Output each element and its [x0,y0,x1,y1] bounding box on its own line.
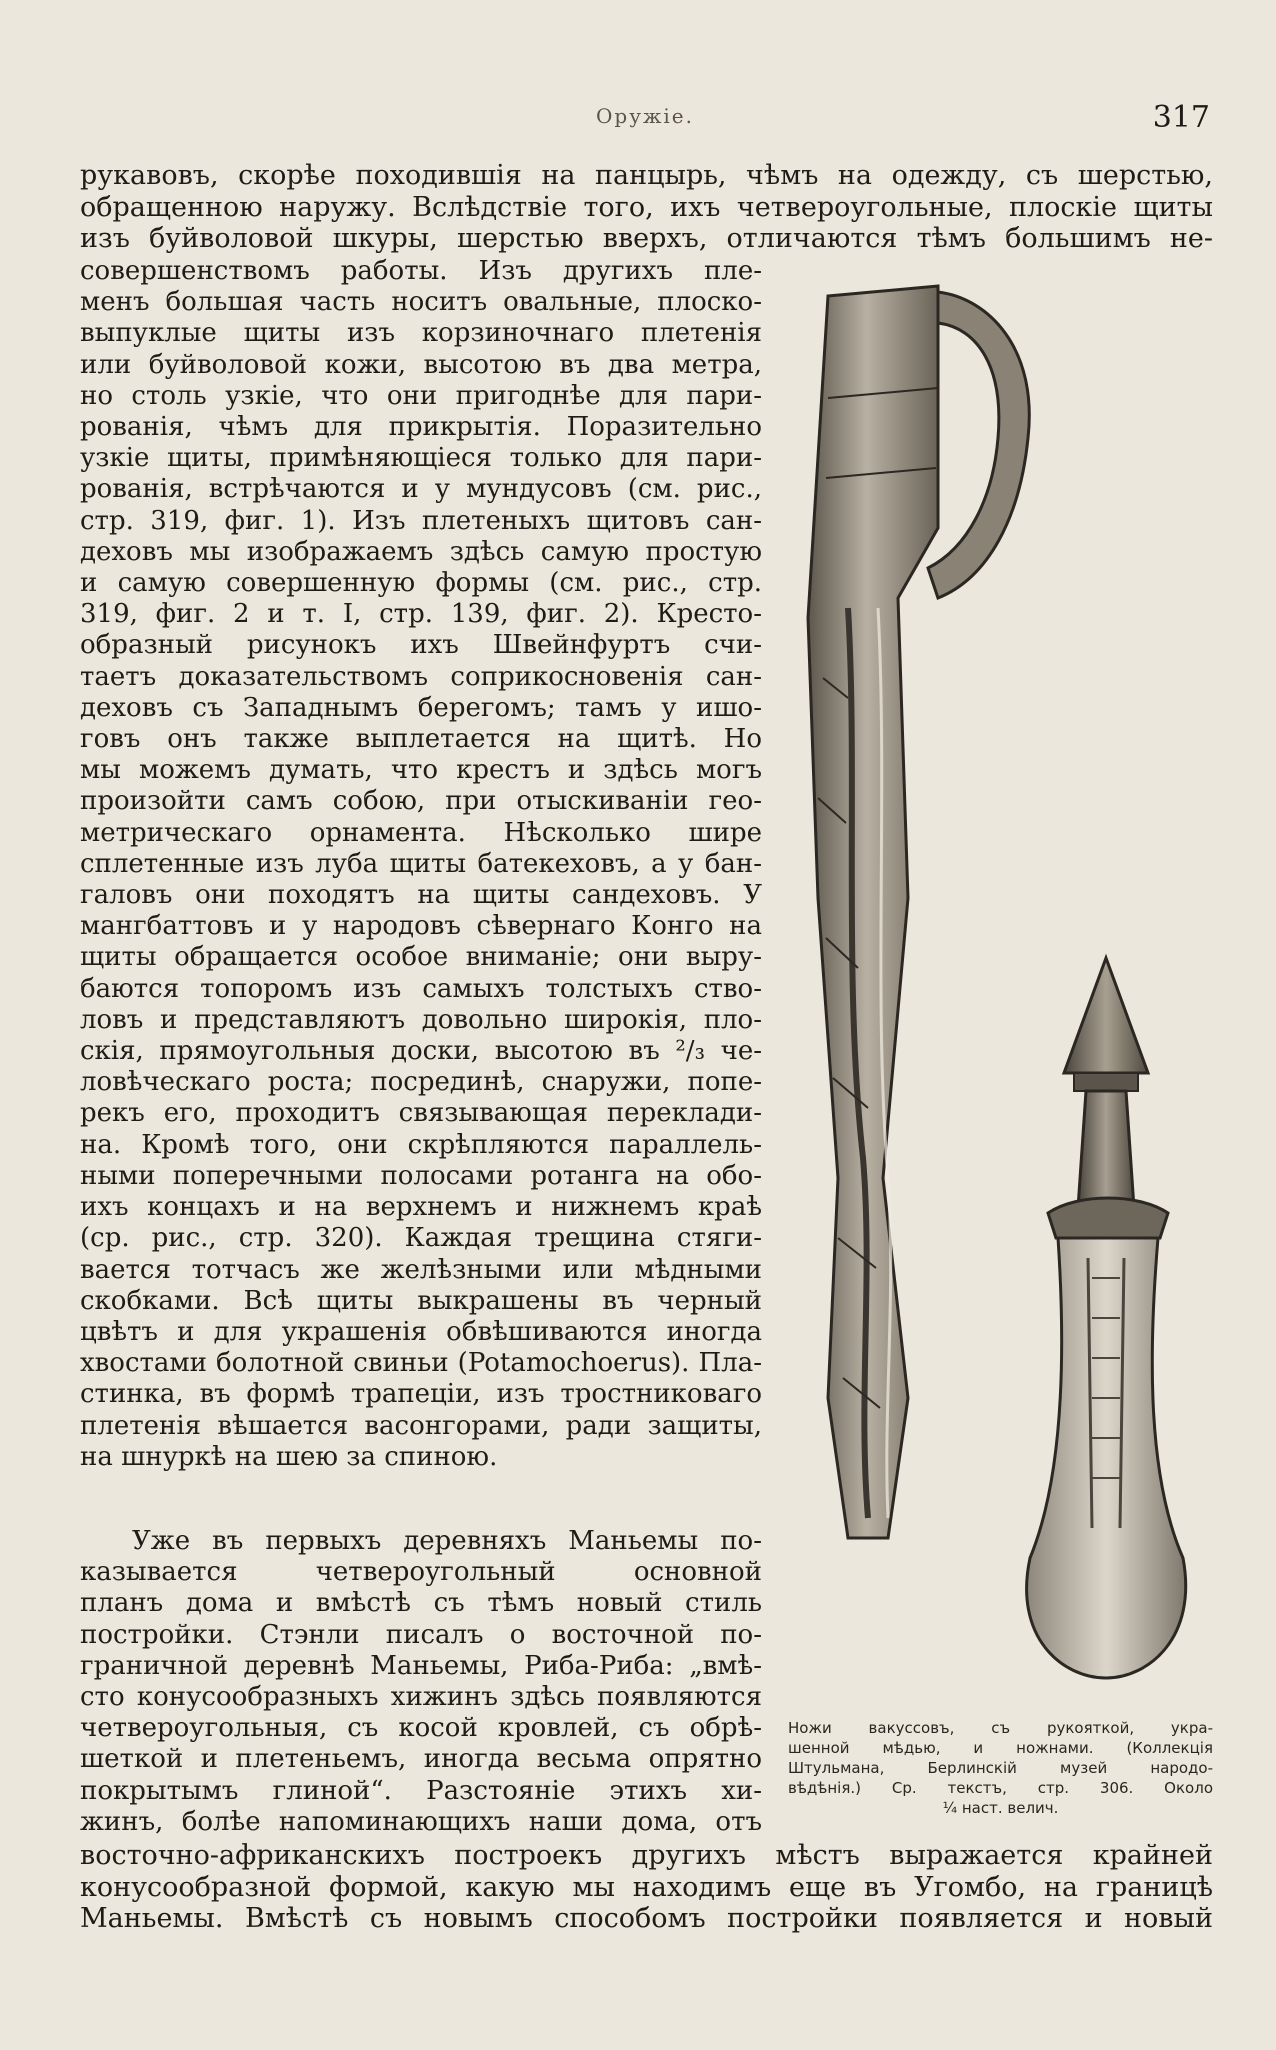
text-line: сто конусообразныхъ хижинъ здѣсь появляются [80,1682,762,1713]
text-line: деховъ съ Западнымъ берегомъ; тамъ у ишо- [80,692,762,723]
figure-caption [788,1718,1213,1818]
text-line: ными поперечными полосами ротанга на обо- [80,1160,762,1191]
text-line: ихъ концахъ и на верхнемъ и нижнемъ краѣ [80,1192,762,1223]
caption-line: Ножи вакуссовъ, съ рукояткой, укра- [788,1719,1213,1737]
text-line: ловѣческаго роста; посрединѣ, снаружи, попе- [80,1067,762,1098]
text-line: шеткой и плетеньемъ, иногда весьма опрятно [80,1744,762,1775]
text-line: таетъ доказательствомъ соприкосновенія сан- [80,661,762,692]
text-line: Уже въ первыхъ деревняхъ Маньемы по- [132,1526,762,1556]
caption-line: шенной мѣдью, и ножнами. (Коллекція [788,1739,1213,1757]
text-line: восточно-африканскихъ построекъ другихъ мѣстъ выражается крайней [80,1840,1213,1871]
text-line: хвостами болотной свиньи (Potamochoerus). Пла- [80,1348,762,1379]
text-line: рованія, встрѣчаются и у мундусовъ (см. рис., [80,474,762,505]
text-line: рованія, чѣмъ для прикрытія. Поразительно [80,412,762,443]
text-line: но столь узкіе, что они пригоднѣе для пари- [80,380,762,411]
text-line: совершенствомъ работы. Изъ другихъ пле- [80,256,762,286]
text-line: планъ дома и вмѣстѣ съ тѣмъ новый стиль [80,1588,762,1619]
text-line: стинка, въ формѣ трапеціи, изъ тростниковаго [80,1379,762,1410]
text-line: покрытымъ глиной“. Разстояніе этихъ хи- [80,1775,762,1806]
text-line: и самую совершенную формы (см. рис., стр. [80,568,762,599]
text-line: вается тотчасъ же желѣзными или мѣдными [80,1254,762,1285]
knife-drawing [1027,958,1186,1678]
text-line: ловъ и представляютъ довольно широкія, пло- [80,1004,762,1035]
text-line: на. Кромѣ того, они скрѣпляются параллель- [80,1129,762,1160]
text-line: узкіе щиты, примѣняющіеся только для пари- [80,443,762,474]
text-line: постройки. Стэнли писалъ о восточной по- [80,1619,762,1650]
running-title: Оружіе. [596,104,694,128]
text-line: говъ онъ также выплетается на щитѣ. Но [80,724,762,755]
text-line: 319, фиг. 2 и т. I, стр. 139, фиг. 2). Кресто- [80,599,762,630]
intro-paragraph [80,160,1213,255]
page-number: 317 [1152,100,1210,135]
houses-paragraph [80,1526,762,1838]
text-line: сплетенные изъ луба щиты батекеховъ, а у бан- [80,848,762,879]
shields-paragraph [80,256,762,1473]
text-line: произойти самъ собою, при отыскиваніи гео- [80,786,762,817]
text-line: щиты обращается особое вниманіе; они выру- [80,942,762,973]
text-line: мангбаттовъ и у народовъ сѣвернаго Конго на [80,911,762,942]
text-line: стр. 319, фиг. 1). Изъ плетеныхъ щитовъ сан- [80,505,762,536]
text-line: образный рисунокъ ихъ Швейнфуртъ счи- [80,630,762,661]
text-line: баются топоромъ изъ самыхъ толстыхъ ство- [80,973,762,1004]
text-line: или буйволовой кожи, высотою въ два метра, [80,349,762,380]
sheath-drawing [808,286,1029,1538]
text-line: конусообразной формой, какую мы находимъ еще въ Угомбо, на границѣ [80,1871,1213,1903]
text-line: обращенною наружу. Вслѣдствіе того, ихъ четвероугольные, плоскіе щиты [80,191,1213,223]
text-line: скобками. Всѣ щиты выкрашены въ черный [80,1285,762,1316]
text-line: Маньемы. Вмѣстѣ съ новымъ способомъ постройки появляется и новый [80,1903,1213,1934]
text-line: выпуклые щиты изъ корзиночнаго плетенія [80,318,762,349]
text-line: цвѣтъ и для украшенія обвѣшиваются иногда [80,1316,762,1347]
text-line: плетенія вѣшается васонгорами, ради защиты, [80,1410,762,1441]
text-line: скія, прямоугольныя доски, высотою въ ²/₃ че- [80,1036,762,1067]
outro-paragraph [80,1840,1213,1935]
text-line: казывается четвероугольный основной [80,1557,762,1588]
caption-line: ¼ наст. велич. [942,1799,1059,1817]
text-line: мы можемъ думать, что крестъ и здѣсь могъ [80,755,762,786]
caption-line: вѣдѣнія.) Ср. текстъ, стр. 306. Около [788,1779,1213,1797]
running-header [80,100,1210,135]
text-line: граничной деревнѣ Маньемы, Риба-Риба: „вмѣ- [80,1650,762,1681]
text-line: менъ большая часть носитъ овальные, плоско- [80,287,762,318]
knives-illustration [788,278,1220,1698]
text-line: на шнуркѣ на шею за спиною. [80,1441,498,1472]
caption-line: Штульмана, Берлинскій музей народо- [788,1759,1213,1777]
text-line: рекъ его, проходитъ связывающая переклади- [80,1098,762,1129]
text-line: деховъ мы изображаемъ здѣсь самую простую [80,536,762,567]
text-line: жинъ, болѣе напоминающихъ наши дома, отъ [80,1806,762,1837]
text-line: метрическаго орнамента. Нѣсколько шире [80,817,762,848]
text-line: (ср. рис., стр. 320). Каждая трещина стяги- [80,1223,762,1254]
text-line: четвероугольныя, съ косой кровлей, съ обрѣ- [80,1713,762,1744]
text-line: изъ буйволовой шкуры, шерстью вверхъ, отличаются тѣмъ большимъ не- [80,223,1213,254]
text-line: галовъ они походятъ на щиты сандеховъ. У [80,880,762,911]
text-line: рукавовъ, скорѣе походившія на панцырь, чѣмъ на одежду, съ шерстью, [80,160,1213,191]
